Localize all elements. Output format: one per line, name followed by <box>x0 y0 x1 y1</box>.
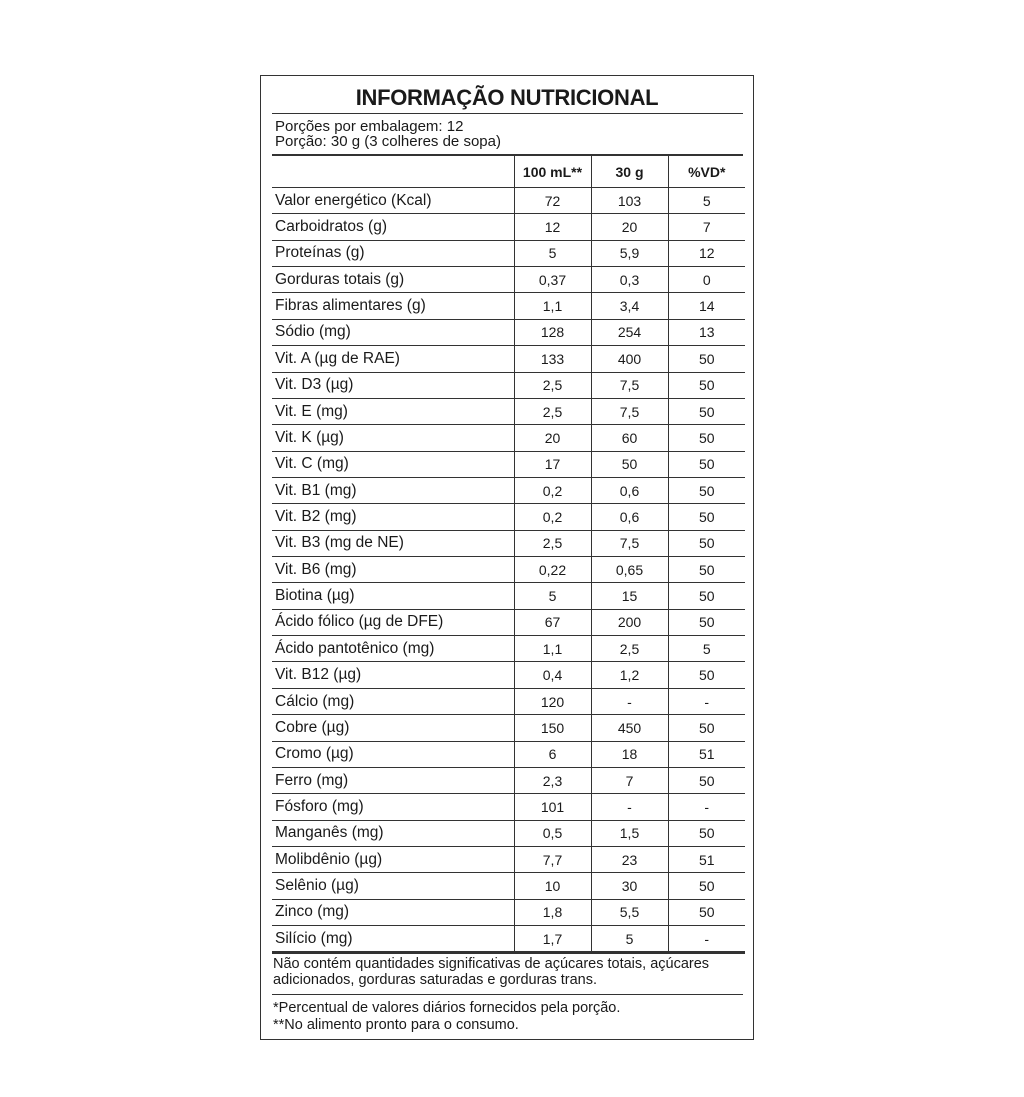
table-row <box>272 662 745 688</box>
nutrient-name: Carboidratos (g) <box>272 214 514 240</box>
value-vd: 50 <box>668 609 745 635</box>
servings-per-package: Porções por embalagem: 12 <box>275 118 464 135</box>
value-vd: 50 <box>668 715 745 741</box>
value-100ml: 150 <box>514 715 591 741</box>
table-row <box>272 715 745 741</box>
table-row <box>272 557 745 583</box>
value-30g: 3,4 <box>591 293 668 319</box>
value-vd: 50 <box>668 477 745 503</box>
table-row <box>272 267 745 293</box>
table-row <box>272 372 745 398</box>
serving-info <box>275 119 501 149</box>
value-100ml: 101 <box>514 794 591 820</box>
nutrient-name: Ácido fólico (µg de DFE) <box>272 609 514 635</box>
value-30g: 0,6 <box>591 504 668 530</box>
nutrient-name: Fibras alimentares (g) <box>272 293 514 319</box>
value-100ml: 0,4 <box>514 662 591 688</box>
value-100ml: 0,37 <box>514 267 591 293</box>
value-30g: - <box>591 794 668 820</box>
value-100ml: 2,5 <box>514 398 591 424</box>
table-row <box>272 293 745 319</box>
table-row <box>272 820 745 846</box>
table-row <box>272 240 745 266</box>
value-100ml: 10 <box>514 873 591 899</box>
nutrient-name: Fósforo (mg) <box>272 794 514 820</box>
nutrient-name: Vit. E (mg) <box>272 398 514 424</box>
value-30g: 0,6 <box>591 477 668 503</box>
value-vd: - <box>668 794 745 820</box>
value-100ml: 7,7 <box>514 846 591 872</box>
value-vd: 50 <box>668 899 745 925</box>
value-30g: 7 <box>591 767 668 793</box>
nutrient-name: Vit. B6 (mg) <box>272 557 514 583</box>
value-100ml: 17 <box>514 451 591 477</box>
nutrient-name: Vit. D3 (µg) <box>272 372 514 398</box>
table-row <box>272 346 745 372</box>
value-100ml: 0,5 <box>514 820 591 846</box>
nutrient-name: Zinco (mg) <box>272 899 514 925</box>
value-100ml: 1,8 <box>514 899 591 925</box>
column-header-30g: 30 g <box>591 156 668 188</box>
value-30g: 15 <box>591 583 668 609</box>
nutrient-name: Sódio (mg) <box>272 319 514 345</box>
divider <box>272 113 743 114</box>
divider <box>272 994 743 995</box>
nutrient-name: Vit. C (mg) <box>272 451 514 477</box>
value-30g: 7,5 <box>591 530 668 556</box>
value-vd: 51 <box>668 741 745 767</box>
table-row <box>272 188 745 214</box>
value-vd: 7 <box>668 214 745 240</box>
table-row <box>272 846 745 872</box>
value-100ml: 5 <box>514 583 591 609</box>
value-vd: 13 <box>668 319 745 345</box>
table-row <box>272 319 745 345</box>
value-vd: 50 <box>668 557 745 583</box>
nutrient-name: Vit. B3 (mg de NE) <box>272 530 514 556</box>
value-vd: - <box>668 926 745 953</box>
value-30g: 5,5 <box>591 899 668 925</box>
value-vd: 0 <box>668 267 745 293</box>
nutrient-name: Vit. B12 (µg) <box>272 662 514 688</box>
table-row <box>272 504 745 530</box>
value-100ml: 1,1 <box>514 293 591 319</box>
nutrient-name: Vit. A (µg de RAE) <box>272 346 514 372</box>
value-100ml: 1,1 <box>514 636 591 662</box>
table-row <box>272 530 745 556</box>
value-30g: 103 <box>591 188 668 214</box>
note: Não contém quantidades significativas de açúcares totais, açúcares adicionados, gorduras saturadas e gorduras trans. <box>273 956 710 988</box>
table-row <box>272 609 745 635</box>
value-vd: 50 <box>668 820 745 846</box>
value-100ml: 2,5 <box>514 372 591 398</box>
value-vd: 50 <box>668 662 745 688</box>
value-30g: 200 <box>591 609 668 635</box>
label-title: INFORMAÇÃO NUTRICIONAL <box>355 85 659 110</box>
value-100ml: 0,2 <box>514 477 591 503</box>
value-100ml: 2,5 <box>514 530 591 556</box>
value-vd: 50 <box>668 372 745 398</box>
table-row <box>272 926 745 953</box>
nutrient-name: Selênio (µg) <box>272 873 514 899</box>
value-30g: 1,2 <box>591 662 668 688</box>
table-row <box>272 451 745 477</box>
column-header <box>272 156 514 188</box>
nutrient-name: Cromo (µg) <box>272 741 514 767</box>
value-30g: 0,65 <box>591 557 668 583</box>
value-30g: 20 <box>591 214 668 240</box>
nutrient-name: Vit. B1 (mg) <box>272 477 514 503</box>
value-100ml: 5 <box>514 240 591 266</box>
footnotes <box>273 1000 620 1034</box>
table-row <box>272 794 745 820</box>
column-header-100ml: 100 mL** <box>514 156 591 188</box>
nutrient-name: Proteínas (g) <box>272 240 514 266</box>
nutrient-name: Ferro (mg) <box>272 767 514 793</box>
value-30g: 5,9 <box>591 240 668 266</box>
value-30g: - <box>591 688 668 714</box>
value-vd: 50 <box>668 767 745 793</box>
table-row <box>272 214 745 240</box>
value-30g: 5 <box>591 926 668 953</box>
value-100ml: 133 <box>514 346 591 372</box>
value-30g: 50 <box>591 451 668 477</box>
nutrient-name: Manganês (mg) <box>272 820 514 846</box>
value-30g: 400 <box>591 346 668 372</box>
nutrient-name: Ácido pantotênico (mg) <box>272 636 514 662</box>
table-row <box>272 741 745 767</box>
value-100ml: 6 <box>514 741 591 767</box>
nutrient-name: Gorduras totais (g) <box>272 267 514 293</box>
value-vd: 50 <box>668 425 745 451</box>
table-header-row <box>272 156 745 188</box>
table-row <box>272 899 745 925</box>
value-30g: 2,5 <box>591 636 668 662</box>
value-vd: 50 <box>668 398 745 424</box>
value-100ml: 0,22 <box>514 557 591 583</box>
value-30g: 0,3 <box>591 267 668 293</box>
value-100ml: 120 <box>514 688 591 714</box>
value-100ml: 67 <box>514 609 591 635</box>
nutrient-name: Cobre (µg) <box>272 715 514 741</box>
table-row <box>272 583 745 609</box>
value-30g: 7,5 <box>591 372 668 398</box>
value-vd: 5 <box>668 636 745 662</box>
table-row <box>272 873 745 899</box>
value-vd: 50 <box>668 504 745 530</box>
value-vd: 51 <box>668 846 745 872</box>
value-vd: 50 <box>668 346 745 372</box>
footnote-ready: **No alimento pronto para o consumo. <box>273 1017 519 1033</box>
column-header-vd: %VD* <box>668 156 745 188</box>
value-vd: 50 <box>668 873 745 899</box>
value-vd: 5 <box>668 188 745 214</box>
value-100ml: 72 <box>514 188 591 214</box>
value-100ml: 20 <box>514 425 591 451</box>
value-vd: 50 <box>668 451 745 477</box>
nutrient-name: Valor energético (Kcal) <box>272 188 514 214</box>
value-30g: 7,5 <box>591 398 668 424</box>
value-100ml: 128 <box>514 319 591 345</box>
value-30g: 450 <box>591 715 668 741</box>
value-100ml: 12 <box>514 214 591 240</box>
value-vd: 50 <box>668 530 745 556</box>
value-100ml: 0,2 <box>514 504 591 530</box>
value-30g: 60 <box>591 425 668 451</box>
table-row <box>272 477 745 503</box>
value-30g: 30 <box>591 873 668 899</box>
table-row <box>272 688 745 714</box>
nutrition-facts-label <box>260 75 754 1040</box>
nutrient-name: Silício (mg) <box>272 926 514 953</box>
nutrient-name: Biotina (µg) <box>272 583 514 609</box>
table-row <box>272 767 745 793</box>
serving-size: Porção: 30 g (3 colheres de sopa) <box>275 133 501 150</box>
value-vd: - <box>668 688 745 714</box>
value-vd: 50 <box>668 583 745 609</box>
value-30g: 254 <box>591 319 668 345</box>
footnote-vd: *Percentual de valores diários fornecidos pela porção. <box>273 1000 621 1016</box>
nutrition-table <box>272 156 745 954</box>
value-30g: 1,5 <box>591 820 668 846</box>
value-vd: 14 <box>668 293 745 319</box>
value-vd: 12 <box>668 240 745 266</box>
nutrient-name: Cálcio (mg) <box>272 688 514 714</box>
value-30g: 23 <box>591 846 668 872</box>
nutrient-name: Vit. B2 (mg) <box>272 504 514 530</box>
table-row <box>272 425 745 451</box>
nutrient-name: Molibdênio (µg) <box>272 846 514 872</box>
value-30g: 18 <box>591 741 668 767</box>
nutrient-name: Vit. K (µg) <box>272 425 514 451</box>
table-row <box>272 636 745 662</box>
value-100ml: 2,3 <box>514 767 591 793</box>
value-100ml: 1,7 <box>514 926 591 953</box>
table-row <box>272 398 745 424</box>
